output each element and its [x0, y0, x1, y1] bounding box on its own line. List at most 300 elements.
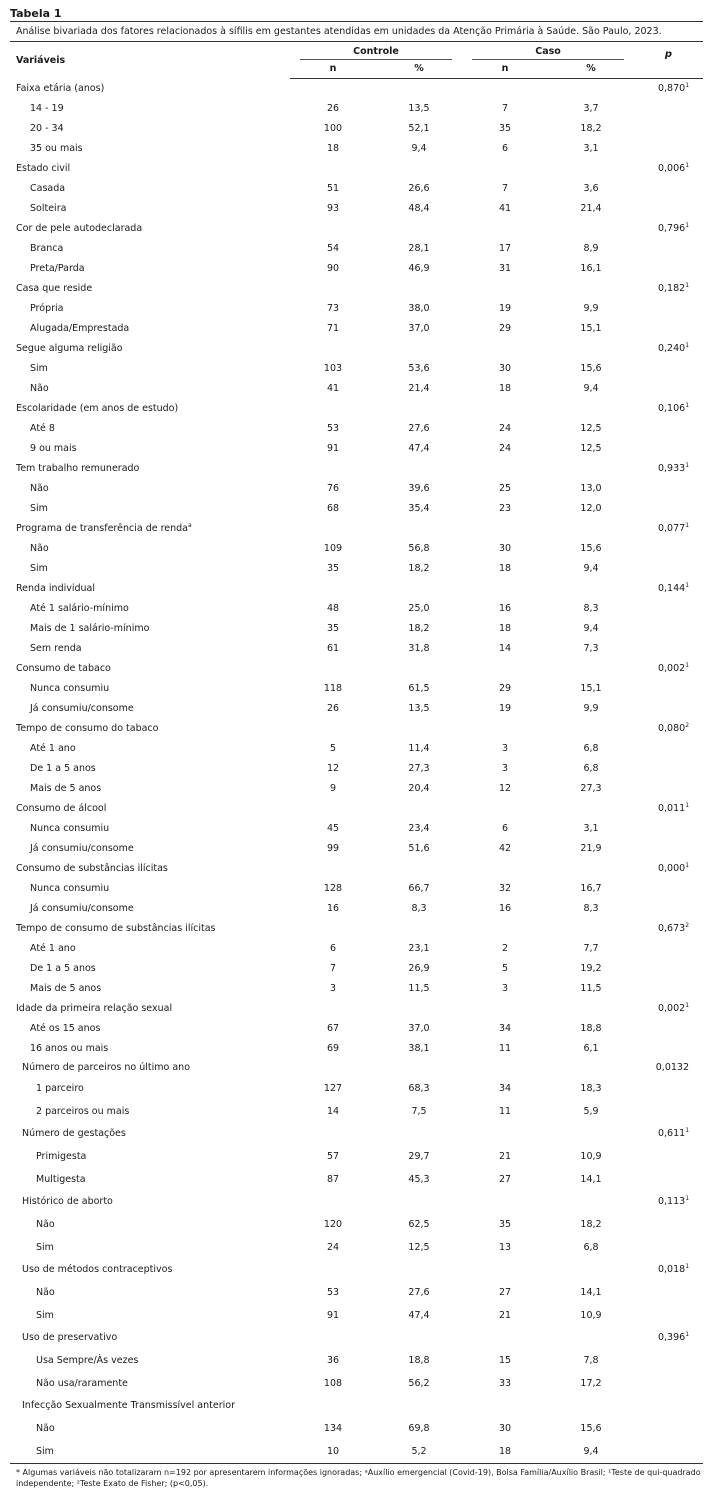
variable-row: [10, 279, 703, 299]
empty-cell: [634, 699, 703, 719]
variable-label: [10, 219, 290, 239]
controle-pct: 38,0: [408, 303, 430, 314]
empty-cell: [376, 579, 462, 599]
empty-cell: [548, 1191, 634, 1213]
empty-cell: [634, 239, 703, 259]
p-value-text: 0,396: [657, 1332, 686, 1343]
variable-row: [10, 799, 703, 819]
empty-cell: [634, 679, 703, 699]
p-value-text: 0,870: [657, 83, 686, 94]
empty-cell: [376, 78, 462, 99]
controle-n: 120: [323, 1219, 343, 1230]
caso-pct: 16,7: [580, 883, 602, 894]
empty-cell: [634, 899, 703, 919]
p-value-note: 1: [685, 1330, 690, 1338]
caso-pct: 12,5: [580, 423, 602, 434]
controle-n: 45: [326, 823, 340, 834]
controle-n: 16: [326, 903, 340, 914]
variable-label: [10, 519, 290, 539]
category-label: Sim: [36, 1310, 54, 1321]
p-value: [634, 999, 703, 1019]
controle-pct: 47,4: [408, 443, 430, 454]
category-label: Até os 15 anos: [30, 1023, 101, 1034]
variable-label-text: Tem trabalho remunerado: [16, 463, 140, 474]
controle-n: 36: [326, 1355, 340, 1366]
p-value: [634, 1123, 703, 1145]
variable-row: [10, 1191, 703, 1213]
category-label: Nunca consumiu: [30, 683, 110, 694]
caso-pct: 6,8: [583, 763, 599, 774]
controle-n: 71: [326, 323, 340, 334]
empty-cell: [376, 1259, 462, 1281]
empty-cell: [462, 919, 548, 939]
variable-label: [10, 659, 290, 679]
variable-row: [10, 339, 703, 359]
p-value: [634, 279, 703, 299]
empty-cell: [548, 1059, 634, 1077]
empty-cell: [634, 1281, 703, 1305]
empty-cell: [548, 279, 634, 299]
variable-label-text: Segue alguma religião: [16, 343, 123, 354]
caso-pct: 18,2: [580, 1219, 602, 1230]
controle-n: 9: [329, 783, 337, 794]
category-row: [10, 539, 703, 559]
variable-label-text: Número de gestações: [22, 1128, 126, 1139]
p-value-note: 1: [685, 581, 690, 589]
empty-cell: [376, 799, 462, 819]
controle-n: 3: [329, 983, 337, 994]
empty-cell: [376, 1327, 462, 1349]
controle-pct: 11,5: [408, 983, 430, 994]
controle-n: 24: [326, 1242, 340, 1253]
caso-n: 29: [498, 683, 512, 694]
header-controle-pct: %: [376, 60, 462, 78]
category-label: Até 1 ano: [30, 943, 76, 954]
variable-row: [10, 919, 703, 939]
empty-cell: [634, 959, 703, 979]
controle-pct: 29,7: [408, 1151, 430, 1162]
empty-cell: [376, 519, 462, 539]
category-row: [10, 1101, 703, 1123]
category-label: 20 - 34: [30, 123, 64, 134]
category-label: Sim: [30, 503, 48, 514]
variable-label-text: Escolaridade (em anos de estudo): [16, 403, 179, 414]
empty-cell: [548, 579, 634, 599]
table-caption: Análise bivariada dos fatores relacionados à sífilis em gestantes atendidas em unidades da Atenção Primária à Saúde. São Paulo, 2023.: [10, 22, 703, 42]
controle-n: 76: [326, 483, 340, 494]
category-label: Não: [30, 543, 49, 554]
empty-cell: [548, 219, 634, 239]
header-caso-pct: %: [548, 60, 634, 78]
empty-cell: [376, 1059, 462, 1077]
caso-pct: 12,5: [580, 443, 602, 454]
caso-n: 13: [498, 1242, 512, 1253]
empty-cell: [548, 799, 634, 819]
caso-n: 3: [501, 763, 509, 774]
caso-pct: 19,2: [580, 963, 602, 974]
p-value-note: 1: [685, 461, 690, 469]
category-label: Sim: [36, 1242, 54, 1253]
variable-label: [10, 399, 290, 419]
controle-n: 5: [329, 743, 337, 754]
empty-cell: [634, 1077, 703, 1101]
controle-pct: 66,7: [408, 883, 430, 894]
empty-cell: [376, 399, 462, 419]
empty-cell: [548, 999, 634, 1019]
p-value-text: 0,011: [657, 803, 686, 814]
category-row: [10, 199, 703, 219]
p-value-note: 1: [685, 801, 690, 809]
empty-cell: [634, 939, 703, 959]
empty-cell: [290, 799, 376, 819]
table-body: [10, 78, 703, 1463]
header-caso: [462, 42, 634, 60]
category-label: Casada: [30, 183, 66, 194]
p-value: [634, 1327, 703, 1349]
p-value-note: 2: [685, 721, 690, 729]
caso-n: 21: [498, 1310, 512, 1321]
variable-label: [10, 859, 290, 879]
empty-cell: [290, 1123, 376, 1145]
empty-cell: [548, 659, 634, 679]
controle-pct: 47,4: [408, 1310, 430, 1321]
controle-n: 69: [326, 1043, 340, 1054]
controle-pct: 27,6: [408, 1287, 430, 1298]
category-label: Não usa/raramente: [36, 1378, 128, 1389]
caso-n: 34: [498, 1023, 512, 1034]
category-row: [10, 739, 703, 759]
category-row: [10, 559, 703, 579]
caso-pct: 9,4: [583, 563, 599, 574]
empty-cell: [548, 339, 634, 359]
category-label: Primigesta: [36, 1151, 87, 1162]
category-row: [10, 699, 703, 719]
category-label: Sem renda: [30, 643, 82, 654]
empty-cell: [634, 759, 703, 779]
controle-pct: 27,6: [408, 423, 430, 434]
empty-cell: [548, 1327, 634, 1349]
controle-pct: 52,1: [408, 123, 430, 134]
caso-pct: 3,1: [583, 823, 599, 834]
variable-label: [10, 719, 290, 739]
category-row: [10, 759, 703, 779]
caso-pct: 3,6: [583, 183, 599, 194]
p-value: [634, 1059, 703, 1077]
p-value-text: 0,0132: [655, 1062, 690, 1073]
p-value: [634, 1395, 703, 1417]
category-label: Sim: [30, 363, 48, 374]
empty-cell: [290, 859, 376, 879]
p-value: [634, 159, 703, 179]
variable-label-text: Casa que reside: [16, 283, 93, 294]
variable-label-note: a: [188, 521, 192, 529]
category-row: [10, 1441, 703, 1464]
empty-cell: [290, 459, 376, 479]
empty-cell: [634, 1019, 703, 1039]
controle-n: 93: [326, 203, 340, 214]
empty-cell: [462, 799, 548, 819]
category-label: Não: [30, 483, 49, 494]
p-value-text: 0,933: [657, 463, 686, 474]
header-p: p: [664, 49, 673, 60]
category-label: Multigesta: [36, 1174, 86, 1185]
controle-n: 48: [326, 603, 340, 614]
controle-pct: 13,5: [408, 103, 430, 114]
category-label: Não: [30, 383, 49, 394]
header-controle: [290, 42, 462, 60]
empty-cell: [462, 659, 548, 679]
empty-cell: [462, 339, 548, 359]
empty-cell: [634, 599, 703, 619]
empty-cell: [462, 1259, 548, 1281]
caso-n: 31: [498, 263, 512, 274]
empty-cell: [462, 579, 548, 599]
caso-pct: 6,8: [583, 743, 599, 754]
empty-cell: [290, 719, 376, 739]
empty-cell: [634, 119, 703, 139]
controle-n: 103: [323, 363, 343, 374]
controle-pct: 26,6: [408, 183, 430, 194]
caso-n: 18: [498, 623, 512, 634]
variable-label-text: Tempo de consumo de substâncias ilícitas: [16, 923, 216, 934]
category-row: [10, 679, 703, 699]
controle-pct: 37,0: [408, 1023, 430, 1034]
controle-pct: 69,8: [408, 1423, 430, 1434]
controle-pct: 39,6: [408, 483, 430, 494]
p-value-text: 0,000: [657, 863, 686, 874]
p-value-note: 1: [685, 861, 690, 869]
table-label: Tabela 1: [10, 6, 703, 22]
category-row: [10, 119, 703, 139]
caso-pct: 10,9: [580, 1151, 602, 1162]
category-label: Própria: [30, 303, 64, 314]
caso-pct: 8,3: [583, 903, 599, 914]
empty-cell: [634, 499, 703, 519]
caso-pct: 15,6: [580, 1423, 602, 1434]
empty-cell: [376, 339, 462, 359]
category-row: [10, 599, 703, 619]
caso-n: 41: [498, 203, 512, 214]
empty-cell: [634, 1169, 703, 1191]
caso-pct: 10,9: [580, 1310, 602, 1321]
variable-label-text: Uso de preservativo: [22, 1332, 118, 1343]
category-label: De 1 a 5 anos: [30, 763, 96, 774]
controle-n: 35: [326, 563, 340, 574]
empty-cell: [290, 1059, 376, 1077]
category-label: Preta/Parda: [30, 263, 85, 274]
empty-cell: [634, 99, 703, 119]
caso-pct: 18,8: [580, 1023, 602, 1034]
p-value-note: 1: [685, 661, 690, 669]
table-container: [10, 6, 703, 1489]
controle-pct: 9,4: [411, 143, 427, 154]
empty-cell: [462, 1395, 548, 1417]
category-row: [10, 239, 703, 259]
empty-cell: [290, 399, 376, 419]
empty-cell: [634, 479, 703, 499]
caso-n: 18: [498, 383, 512, 394]
empty-cell: [634, 1145, 703, 1169]
category-row: [10, 479, 703, 499]
controle-pct: 45,3: [408, 1174, 430, 1185]
variable-label-text: Uso de métodos contraceptivos: [22, 1264, 173, 1275]
header-caso-label: Caso: [472, 46, 624, 60]
p-value: [634, 1259, 703, 1281]
controle-pct: 18,8: [408, 1355, 430, 1366]
caso-n: 18: [498, 563, 512, 574]
category-row: [10, 319, 703, 339]
empty-cell: [548, 859, 634, 879]
empty-cell: [462, 519, 548, 539]
caso-n: 42: [498, 843, 512, 854]
controle-pct: 18,2: [408, 623, 430, 634]
caso-pct: 9,4: [548, 1441, 634, 1464]
category-label: De 1 a 5 anos: [30, 963, 96, 974]
empty-cell: [634, 1441, 703, 1464]
category-label: Usa Sempre/Às vezes: [36, 1355, 139, 1366]
p-value-note: 1: [685, 81, 690, 89]
controle-n: 18: [326, 143, 340, 154]
empty-cell: [290, 999, 376, 1019]
controle-pct: 53,6: [408, 363, 430, 374]
controle-n: 14: [326, 1106, 340, 1117]
variable-row: [10, 78, 703, 99]
empty-cell: [634, 879, 703, 899]
variable-label: [10, 279, 290, 299]
caso-n: 35: [498, 1219, 512, 1230]
empty-cell: [634, 199, 703, 219]
p-value-text: 0,018: [657, 1264, 686, 1275]
category-row: [10, 619, 703, 639]
p-value-text: 0,673: [657, 923, 686, 934]
empty-cell: [290, 919, 376, 939]
controle-n: 91: [326, 1310, 340, 1321]
variable-label-text: Programa de transferência de renda: [16, 523, 189, 534]
empty-cell: [634, 1305, 703, 1327]
category-label: Já consumiu/consome: [30, 843, 134, 854]
controle-pct: 56,8: [408, 543, 430, 554]
header-controle-label: Controle: [300, 46, 452, 60]
category-row: [10, 959, 703, 979]
category-row: [10, 99, 703, 119]
empty-cell: [462, 219, 548, 239]
controle-pct: 21,4: [408, 383, 430, 394]
empty-cell: [548, 399, 634, 419]
empty-cell: [634, 1417, 703, 1441]
caso-pct: 15,6: [580, 363, 602, 374]
variable-row: [10, 1327, 703, 1349]
empty-cell: [290, 1327, 376, 1349]
controle-n: 35: [326, 623, 340, 634]
variable-row: [10, 399, 703, 419]
controle-pct: 11,4: [408, 743, 430, 754]
category-row: [10, 1373, 703, 1395]
category-row: [10, 439, 703, 459]
p-value-text: 0,077: [657, 523, 686, 534]
controle-pct: 35,4: [408, 503, 430, 514]
controle-n: 73: [326, 303, 340, 314]
empty-cell: [634, 839, 703, 859]
caso-pct: 5,9: [583, 1106, 599, 1117]
caso-n: 18: [462, 1441, 548, 1464]
caso-pct: 27,3: [580, 783, 602, 794]
category-label: Mais de 1 salário-mínimo: [30, 623, 150, 634]
controle-pct: 61,5: [408, 683, 430, 694]
p-value: [634, 339, 703, 359]
empty-cell: [376, 279, 462, 299]
variable-label: [10, 579, 290, 599]
controle-n: 108: [323, 1378, 343, 1389]
controle-pct: 5,2: [376, 1441, 462, 1464]
caso-pct: 12,0: [580, 503, 602, 514]
category-label: Mais de 5 anos: [30, 783, 102, 794]
caso-pct: 16,1: [580, 263, 602, 274]
empty-cell: [376, 159, 462, 179]
controle-n: 87: [326, 1174, 340, 1185]
variable-label-text: Cor de pele autodeclarada: [16, 223, 143, 234]
empty-cell: [462, 859, 548, 879]
controle-pct: 28,1: [408, 243, 430, 254]
caso-pct: 8,3: [583, 603, 599, 614]
category-label: 16 anos ou mais: [30, 1043, 109, 1054]
category-row: [10, 979, 703, 999]
caso-n: 32: [498, 883, 512, 894]
caso-n: 27: [498, 1174, 512, 1185]
empty-cell: [634, 739, 703, 759]
caso-pct: 21,4: [580, 203, 602, 214]
category-row: [10, 419, 703, 439]
controle-pct: 8,3: [411, 903, 427, 914]
empty-cell: [462, 999, 548, 1019]
category-label: Nunca consumiu: [30, 823, 110, 834]
empty-cell: [548, 78, 634, 99]
empty-cell: [634, 619, 703, 639]
controle-pct: 62,5: [408, 1219, 430, 1230]
category-label: Já consumiu/consome: [30, 703, 134, 714]
caso-n: 3: [501, 743, 509, 754]
empty-cell: [462, 1123, 548, 1145]
caso-n: 33: [498, 1378, 512, 1389]
empty-cell: [376, 1395, 462, 1417]
variable-row: [10, 159, 703, 179]
variable-row: [10, 659, 703, 679]
category-row: [10, 359, 703, 379]
empty-cell: [634, 539, 703, 559]
caso-pct: 11,5: [580, 983, 602, 994]
category-label: 14 - 19: [30, 103, 64, 114]
variable-label-text: Consumo de substâncias ilícitas: [16, 863, 168, 874]
p-value-text: 0,611: [657, 1128, 686, 1139]
variable-label: [10, 999, 290, 1019]
empty-cell: [376, 1191, 462, 1213]
empty-cell: [462, 279, 548, 299]
empty-cell: [462, 399, 548, 419]
controle-pct: 26,9: [408, 963, 430, 974]
caso-pct: 7,8: [583, 1355, 599, 1366]
empty-cell: [376, 919, 462, 939]
p-value: [634, 659, 703, 679]
category-row: [10, 139, 703, 159]
variable-row: [10, 1259, 703, 1281]
p-value: [634, 78, 703, 99]
empty-cell: [462, 1327, 548, 1349]
variable-label-text: Tempo de consumo do tabaco: [16, 723, 159, 734]
empty-cell: [290, 279, 376, 299]
caso-pct: 14,1: [580, 1287, 602, 1298]
empty-cell: [634, 1039, 703, 1059]
header-caso-n: n: [462, 60, 548, 78]
category-label: Sim: [30, 563, 48, 574]
